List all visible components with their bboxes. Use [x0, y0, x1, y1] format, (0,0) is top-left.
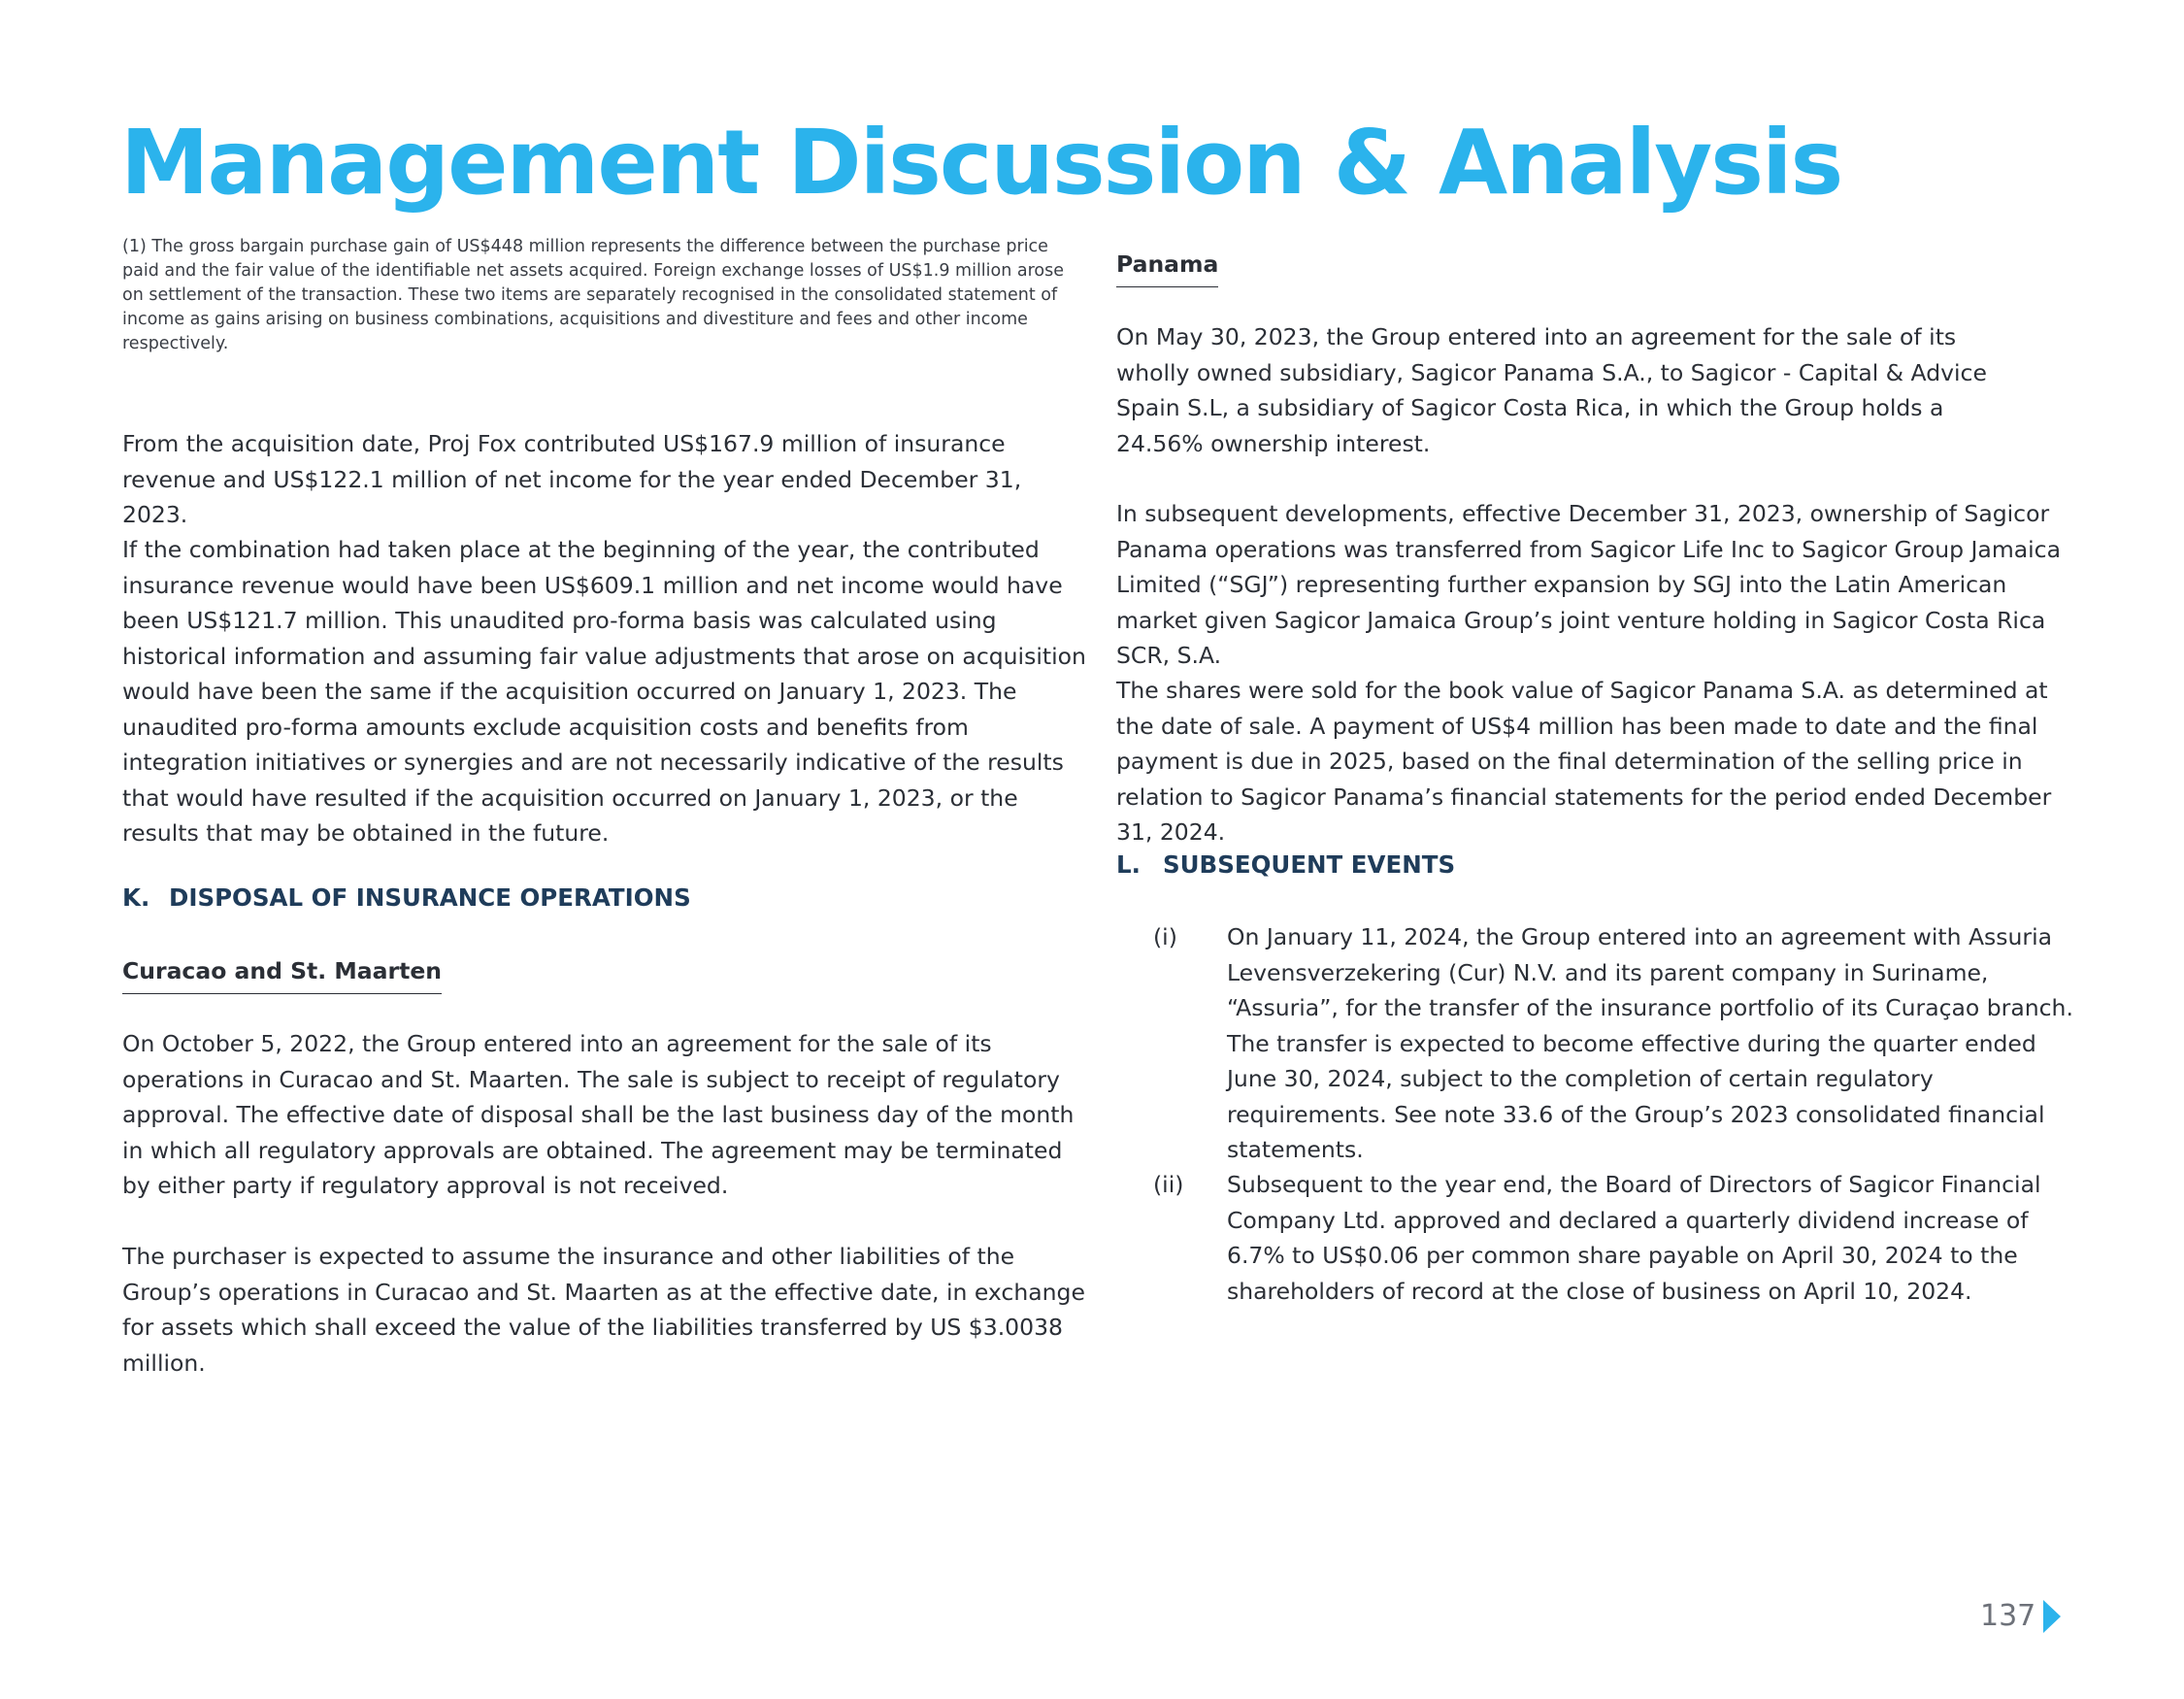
paragraph-panama-1: On May 30, 2023, the Group entered into an agreement for the sale of its wholly owned subsidiary, Sagicor Panama S.A., to Sagicor - Capital & Advice Spain S.L, a subsidiary of Sagicor Costa Rica, in which the Group holds a 24.56% ownership interest.	[1116, 323, 1987, 457]
list-item-number: (ii)	[1153, 1171, 1184, 1198]
subheading-curacao: Curacao and St. Maarten	[122, 954, 442, 994]
list-item-text: On January 11, 2024, the Group entered into an agreement with Assuria Levensverzekering (Cur) N.V. and its parent company in Suriname, “Assuria”, for the transfer of the insurance portfolio of its Curaçao branch. The transfer is expected to become effective during the quarter ended June 30, 2024, subject to the completion of certain regulatory requirements. See note 33.6 of the Group’s 2023 consolidated financial statements.	[1227, 923, 2073, 1163]
section-title: DISPOSAL OF INSURANCE OPERATIONS	[169, 883, 691, 912]
section-title: SUBSEQUENT EVENTS	[1163, 850, 1456, 879]
paragraph-curacao-2: The purchaser is expected to assume the insurance and other liabilities of the Group’s operations in Curacao and St. Maarten as at the effective date, in exchange for assets which shall exceed the value of the liabilities transferred by US $3.0038 million.	[122, 1243, 1085, 1377]
section-heading-k	[122, 882, 691, 915]
list-item-text: Subsequent to the year end, the Board of Directors of Sagicor Financial Company Ltd. approved and declared a quarterly dividend increase of 6.7% to US$0.06 per common share payable on April 30, 2024 to the shareholders of record at the close of business on April 10, 2024.	[1227, 1171, 2041, 1305]
next-page-arrow-icon[interactable]	[2043, 1600, 2061, 1633]
section-heading-l	[1116, 849, 1455, 882]
paragraph-contribution: From the acquisition date, Proj Fox contributed US$167.9 million of insurance revenue and US$122.1 million of net income for the year ended December 31, 2023.	[122, 430, 1022, 528]
list-item-number: (i)	[1153, 923, 1177, 950]
paragraph-curacao-1: On October 5, 2022, the Group entered into an agreement for the sale of its operations in Curacao and St. Maarten. The sale is subject to receipt of regulatory approval. The effective date of disposal shall be the last business day of the month in which all regulatory approvals are obtained. The agreement may be terminated by either party if regulatory approval is not received.	[122, 1030, 1075, 1199]
page-title: Management Discussion & Analysis	[120, 111, 1842, 215]
paragraph-panama-3: The shares were sold for the book value of Sagicor Panama S.A. as determined at the date of sale. A payment of US$4 million has been made to date and the final payment is due in 2025, based on the final determination of the selling price in relation to Sagicor Panama’s financial statements for the period ended December 31, 2024.	[1116, 677, 2052, 846]
footnote: (1) The gross bargain purchase gain of US$448 million represents the difference between the purchase price paid and the fair value of the identifiable net assets acquired. Foreign exchange losses of US$1.9 million arose on settlement of the transaction. These two items are separately recognised in the consolidated statement of income as gains arising on business combinations, acquisitions and divestiture and fees and other income respectively.	[122, 237, 1065, 353]
page-footer	[1980, 1597, 2061, 1636]
paragraph-proforma: If the combination had taken place at the beginning of the year, the contributed insurance revenue would have been US$609.1 million and net income would have been US$121.7 million. This unaudited pro-forma basis was calculated using historical information and assuming fair value adjustments that arose on acquisition would have been the same if the acquisition occurred on January 1, 2023. The unaudited pro-forma amounts exclude acquisition costs and benefits from integration initiatives or synergies and are not necessarily indicative of the results that would have resulted if the acquisition occurred on January 1, 2023, or the results that may be obtained in the future.	[122, 536, 1086, 847]
subheading-panama: Panama	[1116, 248, 1218, 287]
page-number: 137	[1980, 1599, 2036, 1633]
section-letter: K.	[122, 883, 150, 912]
section-letter: L.	[1116, 850, 1141, 879]
paragraph-panama-2: In subsequent developments, effective December 31, 2023, ownership of Sagicor Panama operations was transferred from Sagicor Life Inc to Sagicor Group Jamaica Limited (“SGJ”) representing further expansion by SGJ into the Latin American market given Sagicor Jamaica Group’s joint venture holding in Sagicor Costa Rica SCR, S.A.	[1116, 500, 2061, 669]
